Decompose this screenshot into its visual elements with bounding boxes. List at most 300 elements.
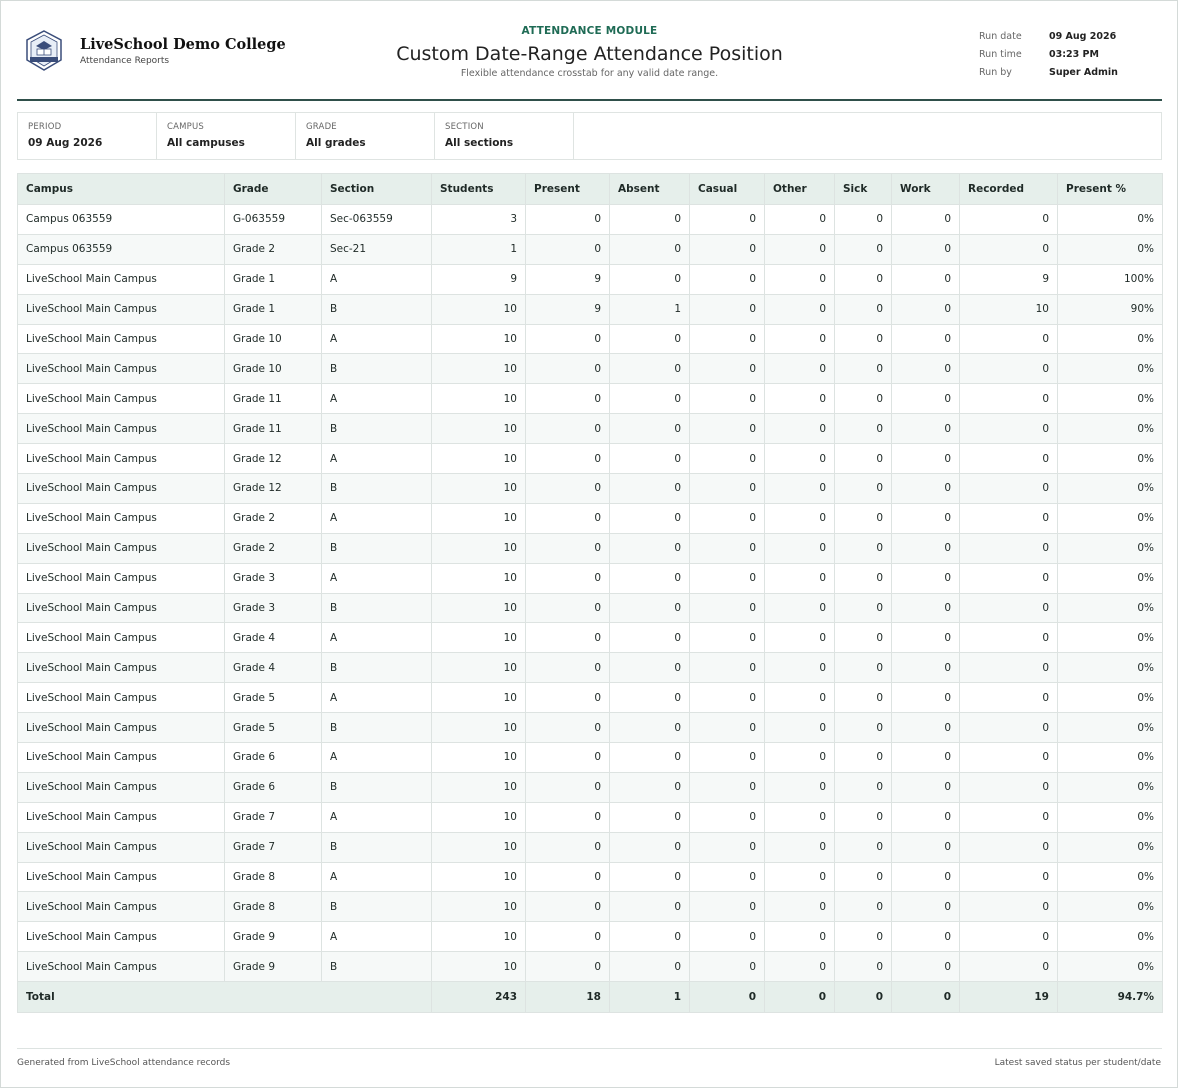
table-cell: 0 [835,593,892,623]
table-cell: 0 [892,862,960,892]
table-cell: Grade 8 [225,862,322,892]
table-cell: Grade 2 [225,234,322,264]
meta-label: Run by [979,66,1012,78]
table-row [18,892,1163,922]
table-cell: 0% [1058,623,1163,653]
table-cell: B [322,414,432,444]
table-cell: 0 [835,354,892,384]
table-cell: LiveSchool Main Campus [18,324,225,354]
table-cell: 0 [526,862,610,892]
attendance-table [17,173,1163,1013]
column-header: Work [892,174,960,205]
table-row [18,533,1163,563]
table-cell: 0 [526,324,610,354]
total-cell: 243 [432,982,526,1013]
table-cell: 0 [526,892,610,922]
table-cell: A [322,324,432,354]
table-cell: 0 [835,772,892,802]
table-cell: 0 [690,683,765,713]
table-cell: 0 [526,743,610,773]
table-cell: Grade 1 [225,264,322,294]
table-cell: 0 [892,653,960,683]
table-footer [18,982,1163,1013]
table-cell: Grade 6 [225,743,322,773]
table-cell: 0 [690,922,765,952]
table-cell: 0% [1058,802,1163,832]
run-metadata [979,27,1118,81]
table-cell: 0 [892,444,960,474]
table-cell: 10 [432,503,526,533]
table-cell: 0 [526,683,610,713]
table-body [18,205,1163,982]
table-row [18,713,1163,743]
column-header: Casual [690,174,765,205]
footer-source-note: Generated from LiveSchool attendance records [17,1058,231,1068]
table-cell: 0 [892,683,960,713]
table-cell: 10 [432,683,526,713]
table-cell: 0 [892,205,960,235]
table-cell: 0 [960,952,1058,982]
filter-summary [17,112,1162,160]
table-cell: 10 [432,832,526,862]
table-cell: 0 [690,653,765,683]
table-cell: 0 [526,354,610,384]
table-cell: Grade 12 [225,444,322,474]
table-cell: 0% [1058,832,1163,862]
table-cell: LiveSchool Main Campus [18,713,225,743]
table-cell: 0 [765,294,835,324]
table-cell: LiveSchool Main Campus [18,444,225,474]
table-cell: 0% [1058,234,1163,264]
table-cell: 0% [1058,772,1163,802]
table-cell: 0 [960,683,1058,713]
table-cell: 0% [1058,892,1163,922]
table-cell: 0 [765,862,835,892]
school-subtitle: Attendance Reports [80,56,170,66]
table-cell: 0 [835,563,892,593]
table-cell: 10 [432,563,526,593]
table-cell: 0 [960,713,1058,743]
table-cell: 10 [432,414,526,444]
run-date-value: 09 Aug 2026 [1049,30,1117,42]
filter-value: 09 Aug 2026 [28,137,103,149]
total-cell: 94.7% [1058,982,1163,1013]
table-cell: 0 [690,234,765,264]
table-cell: 0 [526,414,610,444]
column-header: Section [322,174,432,205]
table-cell: 0 [835,952,892,982]
table-cell: 0 [835,264,892,294]
column-header: Other [765,174,835,205]
report-title-block [317,25,862,79]
table-cell: 0 [526,444,610,474]
table-cell: A [322,743,432,773]
table-cell: 0 [960,474,1058,504]
table-cell: 0 [690,205,765,235]
table-cell: 0 [835,503,892,533]
table-cell: LiveSchool Main Campus [18,623,225,653]
table-row [18,294,1163,324]
table-cell: 0 [610,563,690,593]
table-cell: 9 [432,264,526,294]
table-cell: A [322,623,432,653]
table-cell: 0 [765,653,835,683]
table-row [18,205,1163,235]
filter-label: GRADE [306,122,337,132]
table-cell: 0 [765,563,835,593]
table-cell: 0 [690,623,765,653]
table-row [18,922,1163,952]
table-cell: Grade 10 [225,324,322,354]
table-cell: 0 [765,743,835,773]
table-cell: B [322,952,432,982]
table-cell: 0% [1058,713,1163,743]
table-cell: B [322,593,432,623]
school-name: LiveSchool Demo College [80,36,286,53]
table-cell: 0 [610,444,690,474]
table-cell: 0 [892,503,960,533]
table-cell: 0 [892,743,960,773]
table-cell: 0 [835,802,892,832]
table-cell: 0 [892,772,960,802]
table-cell: 0 [892,234,960,264]
table-cell: A [322,384,432,414]
table-row [18,832,1163,862]
table-cell: 0 [690,952,765,982]
table-cell: 0 [690,294,765,324]
page-title: Custom Date-Range Attendance Position [396,43,783,65]
table-cell: 0 [835,683,892,713]
column-header: Present [526,174,610,205]
table-cell: Grade 2 [225,503,322,533]
table-cell: LiveSchool Main Campus [18,862,225,892]
column-header: Campus [18,174,225,205]
table-cell: 0 [765,593,835,623]
table-cell: B [322,892,432,922]
table-cell: 0% [1058,324,1163,354]
table-row [18,653,1163,683]
report-header [17,1,1162,101]
brand [24,29,286,73]
table-cell: 0 [690,503,765,533]
table-cell: 0 [526,713,610,743]
filter-value: All grades [306,137,366,149]
table-cell: A [322,444,432,474]
table-cell: 0 [610,922,690,952]
run-time-value: 03:23 PM [1049,48,1099,60]
table-cell: 0 [765,713,835,743]
table-cell: 0 [765,384,835,414]
table-cell: 10 [432,474,526,504]
table-row [18,264,1163,294]
table-cell: 0 [526,832,610,862]
table-cell: Grade 7 [225,802,322,832]
table-cell: LiveSchool Main Campus [18,563,225,593]
column-header: Recorded [960,174,1058,205]
table-cell: 0 [690,533,765,563]
total-cell: 1 [610,982,690,1013]
table-cell: 0 [610,802,690,832]
table-cell: 0 [765,324,835,354]
table-cell: 0 [892,294,960,324]
table-cell: 0 [765,474,835,504]
filter-grade [296,113,435,159]
table-cell: 0 [892,892,960,922]
table-cell: 0 [892,474,960,504]
table-cell: 0 [960,234,1058,264]
table-cell: 0 [892,802,960,832]
table-cell: Grade 10 [225,354,322,384]
table-cell: 10 [432,653,526,683]
table-cell: 0 [892,623,960,653]
table-cell: LiveSchool Main Campus [18,474,225,504]
table-cell: 0 [526,922,610,952]
table-cell: A [322,802,432,832]
run-by-row [979,63,1118,81]
table-cell: 0 [610,533,690,563]
table-cell: 0% [1058,354,1163,384]
table-cell: A [322,264,432,294]
table-cell: 0 [610,593,690,623]
table-cell: 0 [960,832,1058,862]
table-cell: A [322,563,432,593]
table-cell: LiveSchool Main Campus [18,952,225,982]
table-cell: 0 [835,713,892,743]
table-cell: 10 [432,593,526,623]
table-cell: 0 [765,444,835,474]
table-cell: Sec-21 [322,234,432,264]
table-cell: Sec-063559 [322,205,432,235]
table-cell: 0 [960,384,1058,414]
column-header: Absent [610,174,690,205]
table-cell: 0 [690,713,765,743]
table-cell: 1 [432,234,526,264]
total-label: Total [18,982,432,1013]
table-cell: 0 [526,474,610,504]
table-cell: 0 [960,444,1058,474]
table-cell: 0 [690,593,765,623]
table-cell: A [322,862,432,892]
table-cell: 0 [765,802,835,832]
column-header: Sick [835,174,892,205]
table-cell: 0% [1058,414,1163,444]
filter-value: All sections [445,137,514,149]
table-cell: Grade 9 [225,922,322,952]
table-cell: 0% [1058,862,1163,892]
table-cell: 0 [835,832,892,862]
table-cell: 0 [610,952,690,982]
table-cell: Grade 2 [225,533,322,563]
table-cell: 0 [892,922,960,952]
table-cell: 0 [765,832,835,862]
table-cell: 0 [610,623,690,653]
table-cell: 10 [432,533,526,563]
table-row [18,743,1163,773]
run-time-row [979,45,1118,63]
table-cell: 1 [610,294,690,324]
table-cell: LiveSchool Main Campus [18,683,225,713]
table-cell: 0 [765,503,835,533]
table-cell: LiveSchool Main Campus [18,892,225,922]
total-row [18,982,1163,1013]
table-cell: 0 [690,474,765,504]
filter-section [435,113,574,159]
filter-campus [157,113,296,159]
table-cell: 0 [526,772,610,802]
table-cell: 0% [1058,205,1163,235]
table-cell: LiveSchool Main Campus [18,772,225,802]
table-row [18,414,1163,444]
table-cell: 0 [690,324,765,354]
table-cell: Grade 7 [225,832,322,862]
table-cell: 90% [1058,294,1163,324]
table-cell: 0 [610,384,690,414]
table-cell: 0 [835,533,892,563]
table-cell: B [322,653,432,683]
table-cell: 10 [432,892,526,922]
table-cell: 10 [432,623,526,653]
table-cell: 9 [526,264,610,294]
table-cell: 0 [960,354,1058,384]
table-cell: 0 [960,414,1058,444]
table-cell: Grade 4 [225,623,322,653]
school-crest-icon [24,29,64,73]
table-cell: 0 [765,205,835,235]
total-cell: 0 [765,982,835,1013]
table-cell: A [322,922,432,952]
table-cell: 0% [1058,743,1163,773]
table-cell: 0% [1058,593,1163,623]
table-row [18,952,1163,982]
footer-status-note: Latest saved status per student/date [994,1058,1161,1068]
table-cell: 0 [765,414,835,444]
table-cell: 3 [432,205,526,235]
total-cell: 0 [892,982,960,1013]
table-cell: 0% [1058,503,1163,533]
table-cell: Campus 063559 [18,234,225,264]
table-cell: LiveSchool Main Campus [18,922,225,952]
module-label: ATTENDANCE MODULE [521,25,658,37]
total-cell: 0 [835,982,892,1013]
table-cell: 0 [610,683,690,713]
table-cell: 10 [432,952,526,982]
table-cell: 0 [526,952,610,982]
table-cell: 0 [960,623,1058,653]
table-cell: 0 [526,593,610,623]
footer-divider [17,1048,1162,1049]
table-cell: LiveSchool Main Campus [18,802,225,832]
table-row [18,862,1163,892]
table-cell: 0 [765,354,835,384]
table-cell: B [322,533,432,563]
table-cell: LiveSchool Main Campus [18,743,225,773]
table-cell: 0 [892,324,960,354]
table-cell: Grade 3 [225,563,322,593]
table-cell: 0 [690,832,765,862]
table-cell: 0 [610,772,690,802]
table-cell: 0 [892,533,960,563]
table-cell: 0% [1058,952,1163,982]
column-header: Grade [225,174,322,205]
header-row [18,174,1163,205]
table-cell: 0 [610,862,690,892]
column-header: Present % [1058,174,1163,205]
table-cell: B [322,772,432,802]
table-cell: 0% [1058,653,1163,683]
table-cell: 0 [765,264,835,294]
table-cell: 0 [835,892,892,922]
table-row [18,623,1163,653]
table-cell: 0 [526,503,610,533]
table-cell: 0% [1058,683,1163,713]
table-cell: 0 [835,324,892,354]
table-cell: Campus 063559 [18,205,225,235]
table-cell: Grade 11 [225,414,322,444]
table-cell: 0 [765,952,835,982]
table-cell: 0 [610,324,690,354]
filter-label: PERIOD [28,122,62,132]
table-row [18,384,1163,414]
table-cell: 0 [690,802,765,832]
table-cell: 0 [960,503,1058,533]
filter-label: CAMPUS [167,122,205,132]
table-cell: 0 [526,623,610,653]
table-cell: 0 [690,354,765,384]
table-cell: 0 [892,354,960,384]
table-cell: 0 [610,653,690,683]
table-cell: 0% [1058,533,1163,563]
table-cell: 0 [690,384,765,414]
table-cell: 10 [432,444,526,474]
table-cell: 0 [610,414,690,444]
filter-value: All campuses [167,137,245,149]
table-cell: G-063559 [225,205,322,235]
table-cell: 10 [432,354,526,384]
table-cell: 0 [892,952,960,982]
table-cell: 0 [960,743,1058,773]
table-cell: LiveSchool Main Campus [18,653,225,683]
table-cell: 100% [1058,264,1163,294]
table-cell: 0 [892,832,960,862]
column-header: Students [432,174,526,205]
filter-label: SECTION [445,122,484,132]
table-cell: 0 [526,653,610,683]
table-cell: 0 [526,384,610,414]
table-cell: LiveSchool Main Campus [18,294,225,324]
table-cell: 0 [610,743,690,773]
table-cell: 0 [892,264,960,294]
table-cell: 0 [835,862,892,892]
table-row [18,772,1163,802]
table-cell: 0 [765,533,835,563]
table-row [18,234,1163,264]
table-cell: 0 [765,772,835,802]
table-cell: 0 [960,593,1058,623]
table-cell: Grade 11 [225,384,322,414]
table-cell: Grade 1 [225,294,322,324]
table-cell: Grade 12 [225,474,322,504]
table-cell: 9 [526,294,610,324]
table-cell: 0 [526,802,610,832]
table-row [18,593,1163,623]
table-cell: B [322,474,432,504]
total-cell: 19 [960,982,1058,1013]
table-cell: 0 [892,384,960,414]
table-cell: 0 [960,205,1058,235]
table-cell: Grade 9 [225,952,322,982]
table-cell: 0 [690,892,765,922]
table-cell: LiveSchool Main Campus [18,533,225,563]
